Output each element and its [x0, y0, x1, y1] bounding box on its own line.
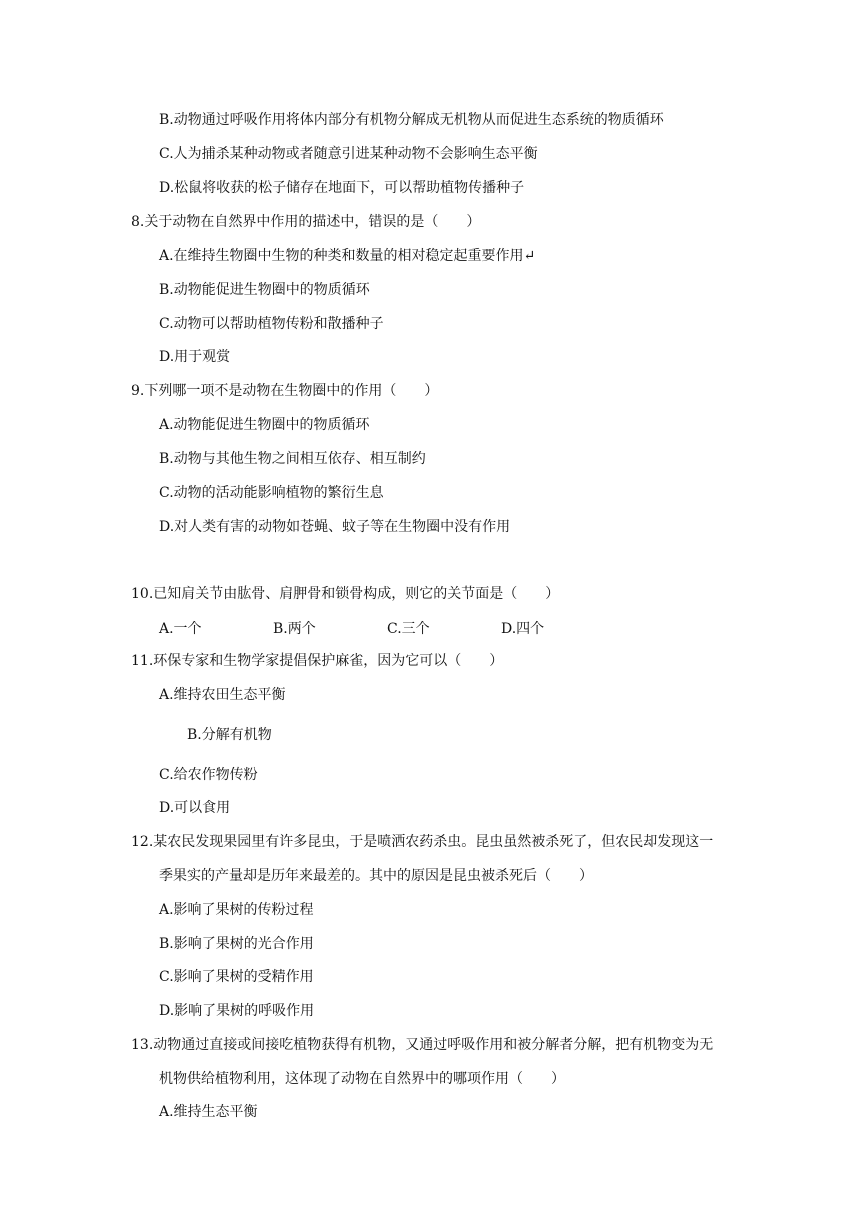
q7-option-c: C.人为捕杀某种动物或者随意引进某种动物不会影响生态平衡	[159, 146, 538, 162]
q9-option-c: C.动物的活动能影响植物的繁衍生息	[159, 485, 384, 501]
q10-option-c: C.三个	[387, 621, 430, 637]
q13-stem-line-2: 机物供给植物利用，这体现了动物在自然界中的哪项作用（ ）	[159, 1071, 565, 1087]
q11-option-d: D.可以食用	[159, 800, 231, 816]
q12-option-b: B.影响了果树的光合作用	[159, 936, 314, 952]
q13-stem-line-1: 13.动物通过直接或间接吃植物获得有机物，又通过呼吸作用和被分解者分解，把有机物变为无	[131, 1037, 714, 1053]
q9-option-d: D.对人类有害的动物如苍蝇、蚊子等在生物圈中没有作用	[159, 519, 511, 535]
q8-option-b: B.动物能促进生物圈中的物质循环	[159, 282, 370, 298]
q12-option-a: A.影响了果树的传粉过程	[159, 902, 314, 918]
q10-option-b: B.两个	[273, 621, 316, 637]
q7-option-d: D.松鼠将收获的松子储存在地面下，可以帮助植物传播种子	[159, 180, 525, 196]
q8-option-c: C.动物可以帮助植物传粉和散播种子	[159, 316, 384, 332]
q8-stem: 8.关于动物在自然界中作用的描述中，错误的是（ ）	[131, 214, 481, 230]
q12-option-c: C.影响了果树的受精作用	[159, 969, 314, 985]
q9-option-a: A.动物能促进生物圈中的物质循环	[159, 417, 370, 433]
q10-option-a: A.一个	[159, 621, 202, 637]
q12-stem-line-1: 12.某农民发现果园里有许多昆虫，于是喷洒农药杀虫。昆虫虽然被杀死了，但农民却发现这一	[131, 834, 714, 850]
q11-option-a: A.维持农田生态平衡	[159, 687, 286, 703]
q9-stem: 9.下列哪一项不是动物在生物圈中的作用（ ）	[131, 383, 439, 399]
q13-option-a: A.维持生态平衡	[159, 1104, 258, 1120]
q9-option-b: B.动物与其他生物之间相互依存、相互制约	[159, 451, 426, 467]
q7-option-b: B.动物通过呼吸作用将体内部分有机物分解成无机物从而促进生态系统的物质循环	[159, 112, 664, 128]
q10-option-d: D.四个	[501, 621, 545, 637]
q11-option-c: C.给农作物传粉	[159, 767, 258, 783]
q12-option-d: D.影响了果树的呼吸作用	[159, 1003, 315, 1019]
q8-option-d: D.用于观赏	[159, 349, 231, 365]
q10-stem: 10.已知肩关节由肱骨、肩胛骨和锁骨构成，则它的关节面是（ ）	[131, 586, 560, 602]
q11-stem: 11.环保专家和生物学家提倡保护麻雀，因为它可以（ ）	[131, 653, 504, 669]
q12-stem-line-2: 季果实的产量却是历年来最差的。其中的原因是昆虫被杀死后（ ）	[159, 868, 593, 884]
q11-option-b: B.分解有机物	[187, 727, 272, 743]
q8-option-a: A.在维持生物圈中生物的种类和数量的相对稳定起重要作用↵	[159, 248, 536, 264]
